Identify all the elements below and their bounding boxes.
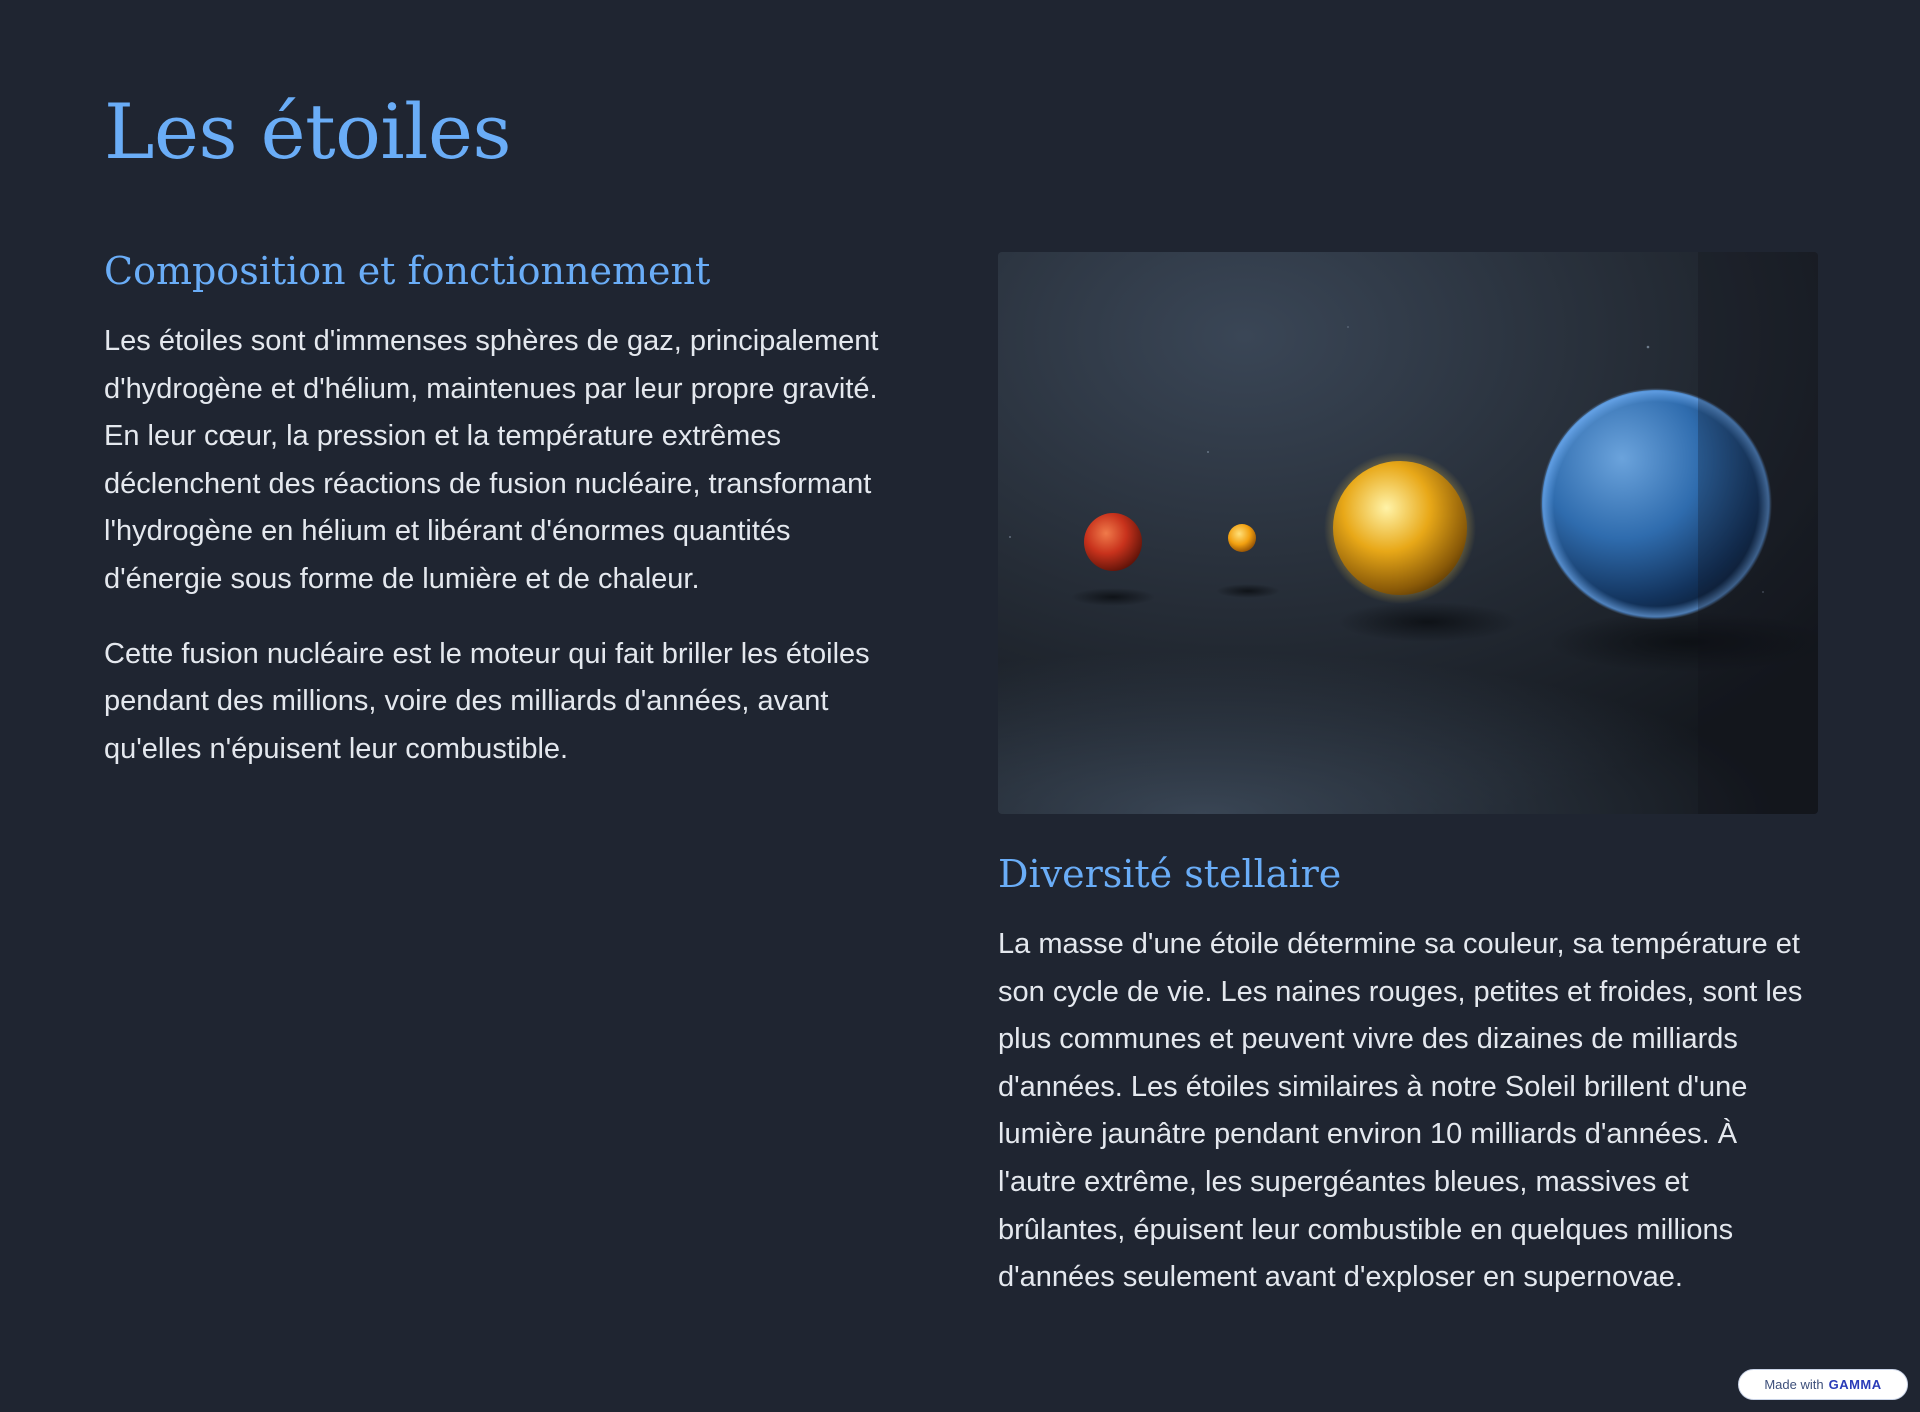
composition-heading: Composition et fonctionnement [104,249,711,293]
red-dwarf-star [1084,513,1142,571]
small-yellow-star [1228,524,1256,552]
gamma-logo: GAMMA [1828,1377,1882,1392]
composition-section [104,246,914,773]
sun-like-star [1333,461,1467,595]
made-with-gamma-badge[interactable] [1738,1369,1908,1400]
diversity-heading: Diversité stellaire [998,852,1342,896]
composition-paragraph-2: Cette fusion nucléaire est le moteur qui fait briller les étoiles pendant des millions, voire des milliards d'années, avant qu'elles n'épuisent leur combustible. [104,637,870,765]
badge-prefix: Made with [1764,1377,1824,1392]
slide-title: Les étoiles [104,87,511,176]
composition-paragraph-1: Les étoiles sont d'immenses sphères de gaz, principalement d'hydrogène et d'hélium, maintenues par leur propre gravité. En leur cœur, la pression et la température extrêmes déclenchent des réactions de fusion nucléaire, transformant l'hydrogène en hélium et libérant d'énormes quantités d'énergie sous forme de lumière et de chaleur. [104,325,879,595]
diversity-section [998,252,1818,1302]
diversity-paragraph: La masse d'une étoile détermine sa couleur, sa température et son cycle de vie. Les naines rouges, petites et froides, sont les plus communes et peuvent vivre des dizaines de milliards d'années. Les étoiles similaires à notre Soleil brillent d'une lumière jaunâtre pendant environ 10 milliards d'années. À l'autre extrême, les supergéantes bleues, massives et brûlantes, épuisent leur combustible en quelques millions d'années seulement avant d'exploser en supernovae. [998,928,1803,1294]
stars-illustration [998,252,1818,814]
